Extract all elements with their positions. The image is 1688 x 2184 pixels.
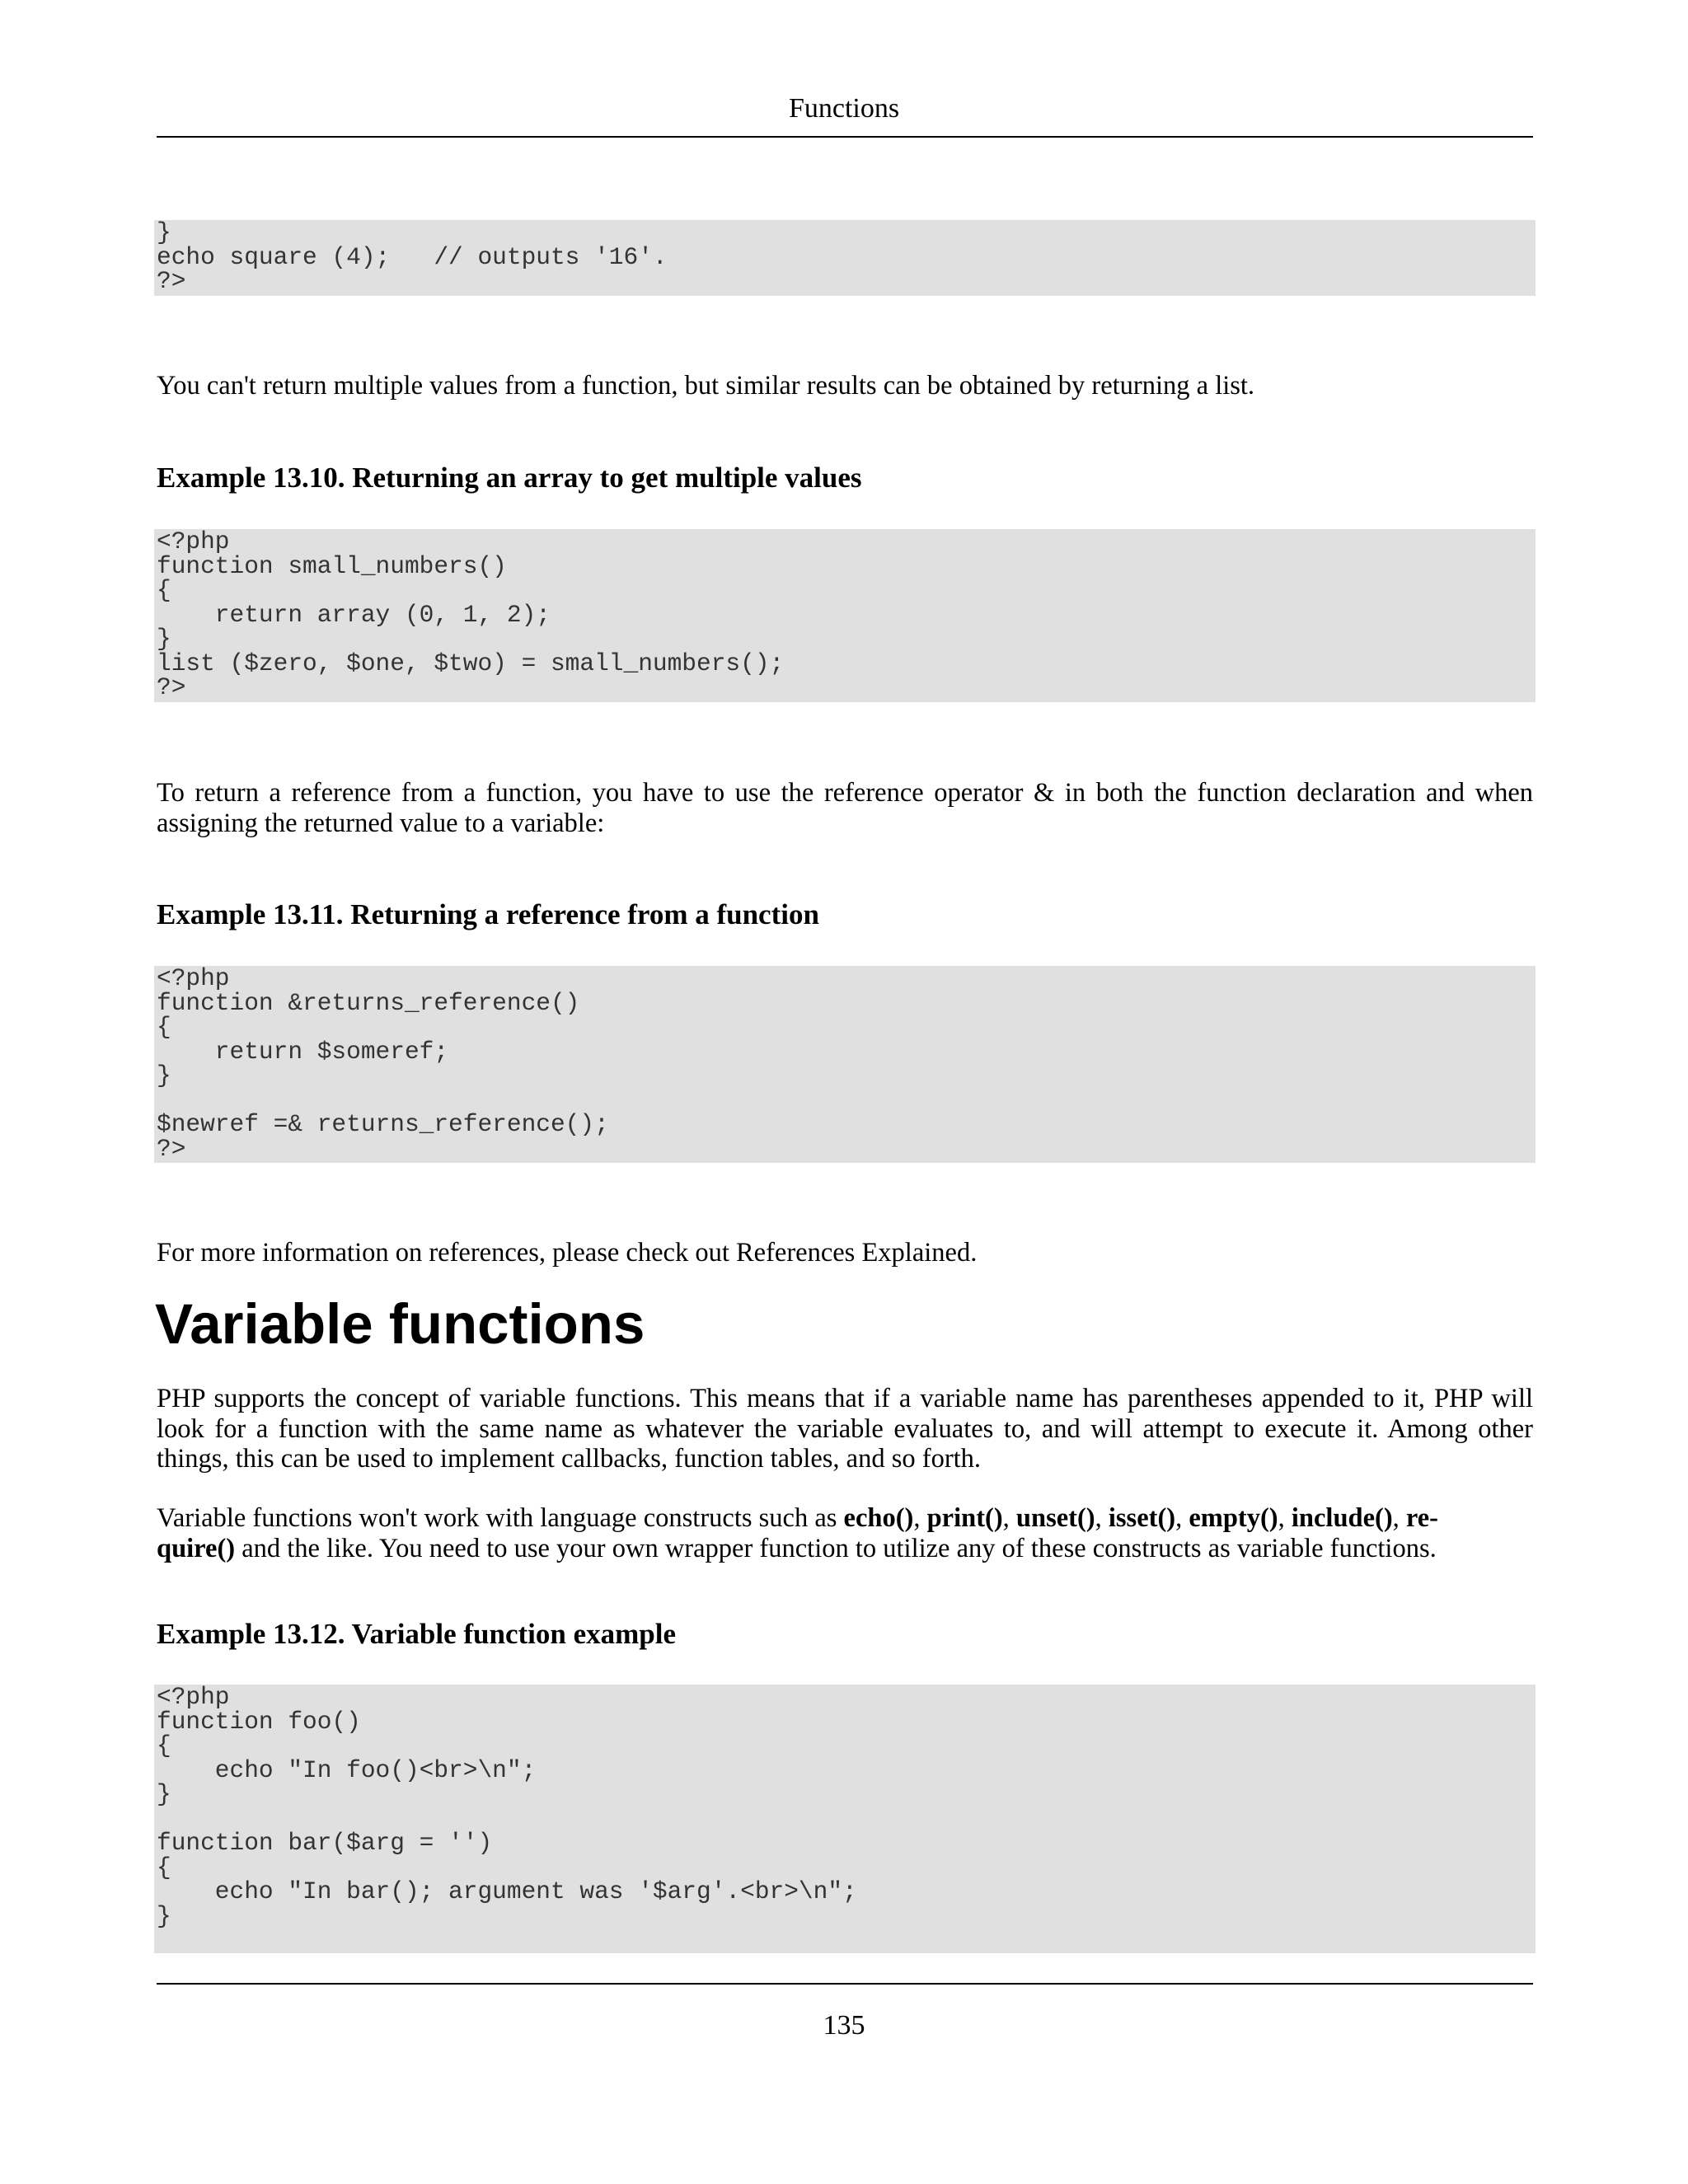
code-block	[154, 220, 1536, 296]
separator: ,	[1278, 1503, 1292, 1533]
construct-name: print()	[926, 1503, 1003, 1533]
code-line: function &returns_reference()	[157, 988, 580, 1017]
running-header: Functions	[788, 93, 900, 124]
code-line: return $someref;	[157, 1037, 449, 1066]
body-paragraph: To return a reference from a function, you have to use the reference operator & in both the function declaration and when assigning the returned value to a variable:	[157, 778, 1533, 838]
code-line: <?php	[157, 1683, 230, 1711]
separator: ,	[1392, 1503, 1406, 1533]
code-line: }	[157, 218, 171, 246]
example-title: Example 13.11. Returning a reference from a function	[157, 898, 819, 930]
code-line: echo square (4); // outputs '16'.	[157, 242, 668, 271]
construct-name: re-	[1405, 1503, 1439, 1533]
construct-name: echo()	[843, 1503, 914, 1533]
section-heading: Variable functions	[155, 1292, 645, 1356]
code-block	[154, 966, 1536, 1163]
body-paragraph: For more information on references, please check out References Explained.	[157, 1238, 978, 1268]
separator: ,	[1002, 1503, 1016, 1533]
construct-name: include()	[1291, 1503, 1393, 1533]
code-line	[157, 1929, 1533, 1953]
code-line: }	[157, 1780, 171, 1808]
code-line: {	[157, 1013, 171, 1041]
header-rule	[157, 136, 1533, 138]
code-line: {	[157, 1732, 171, 1760]
code-line: echo "In foo()<br>\n";	[157, 1755, 537, 1784]
code-line: ?>	[157, 673, 186, 701]
code-line: {	[157, 576, 171, 604]
body-paragraph: PHP supports the concept of variable functions. This means that if a variable name has parentheses appended to it, PHP will look for a function with the same name as whatever the variable evaluates to, and will attempt to execute it. Among other things, this can be used to implement callbacks, function tables, and so forth.	[157, 1384, 1533, 1474]
code-line: echo "In bar(); argument was '$arg'.<br>\n";	[157, 1877, 857, 1905]
code-block	[154, 529, 1536, 702]
footer-rule	[157, 1983, 1533, 1985]
code-line: {	[157, 1853, 171, 1882]
code-line	[157, 1807, 1533, 1832]
code-line: <?php	[157, 964, 230, 992]
code-line: function bar($arg = '')	[157, 1829, 493, 1857]
code-line: <?php	[157, 527, 230, 555]
code-line: ?>	[157, 1134, 186, 1163]
code-line: return array (0, 1, 2);	[157, 600, 551, 629]
code-line: $newref =& returns_reference();	[157, 1110, 609, 1138]
separator: ,	[913, 1503, 927, 1533]
constructs-outro: and the like. You need to use your own wrapper function to utilize any of these constructs as variable functions.	[235, 1533, 1437, 1563]
code-line	[157, 1089, 1533, 1113]
construct-name: unset()	[1015, 1503, 1095, 1533]
construct-name: empty()	[1189, 1503, 1278, 1533]
code-line: function foo()	[157, 1707, 361, 1736]
code-line: ?>	[157, 267, 186, 295]
body-paragraph-constructs	[157, 1503, 1533, 1563]
body-paragraph: You can't return multiple values from a function, but similar results can be obtained by returning a list.	[157, 371, 1255, 401]
code-line: }	[157, 1901, 171, 1930]
code-line: }	[157, 1062, 171, 1090]
code-line: }	[157, 625, 171, 653]
code-block	[154, 1685, 1536, 1953]
constructs-intro: Variable functions won't work with language constructs such as	[157, 1503, 844, 1533]
separator: ,	[1175, 1503, 1189, 1533]
separator: ,	[1095, 1503, 1109, 1533]
example-title: Example 13.12. Variable function example	[157, 1618, 677, 1650]
page-number: 135	[823, 2010, 865, 2041]
construct-name: isset()	[1108, 1503, 1176, 1533]
code-line: list ($zero, $one, $two) = small_numbers();	[157, 649, 785, 677]
construct-name: quire()	[157, 1533, 236, 1563]
code-line: function small_numbers()	[157, 551, 507, 580]
example-title: Example 13.10. Returning an array to get multiple values	[157, 462, 862, 494]
